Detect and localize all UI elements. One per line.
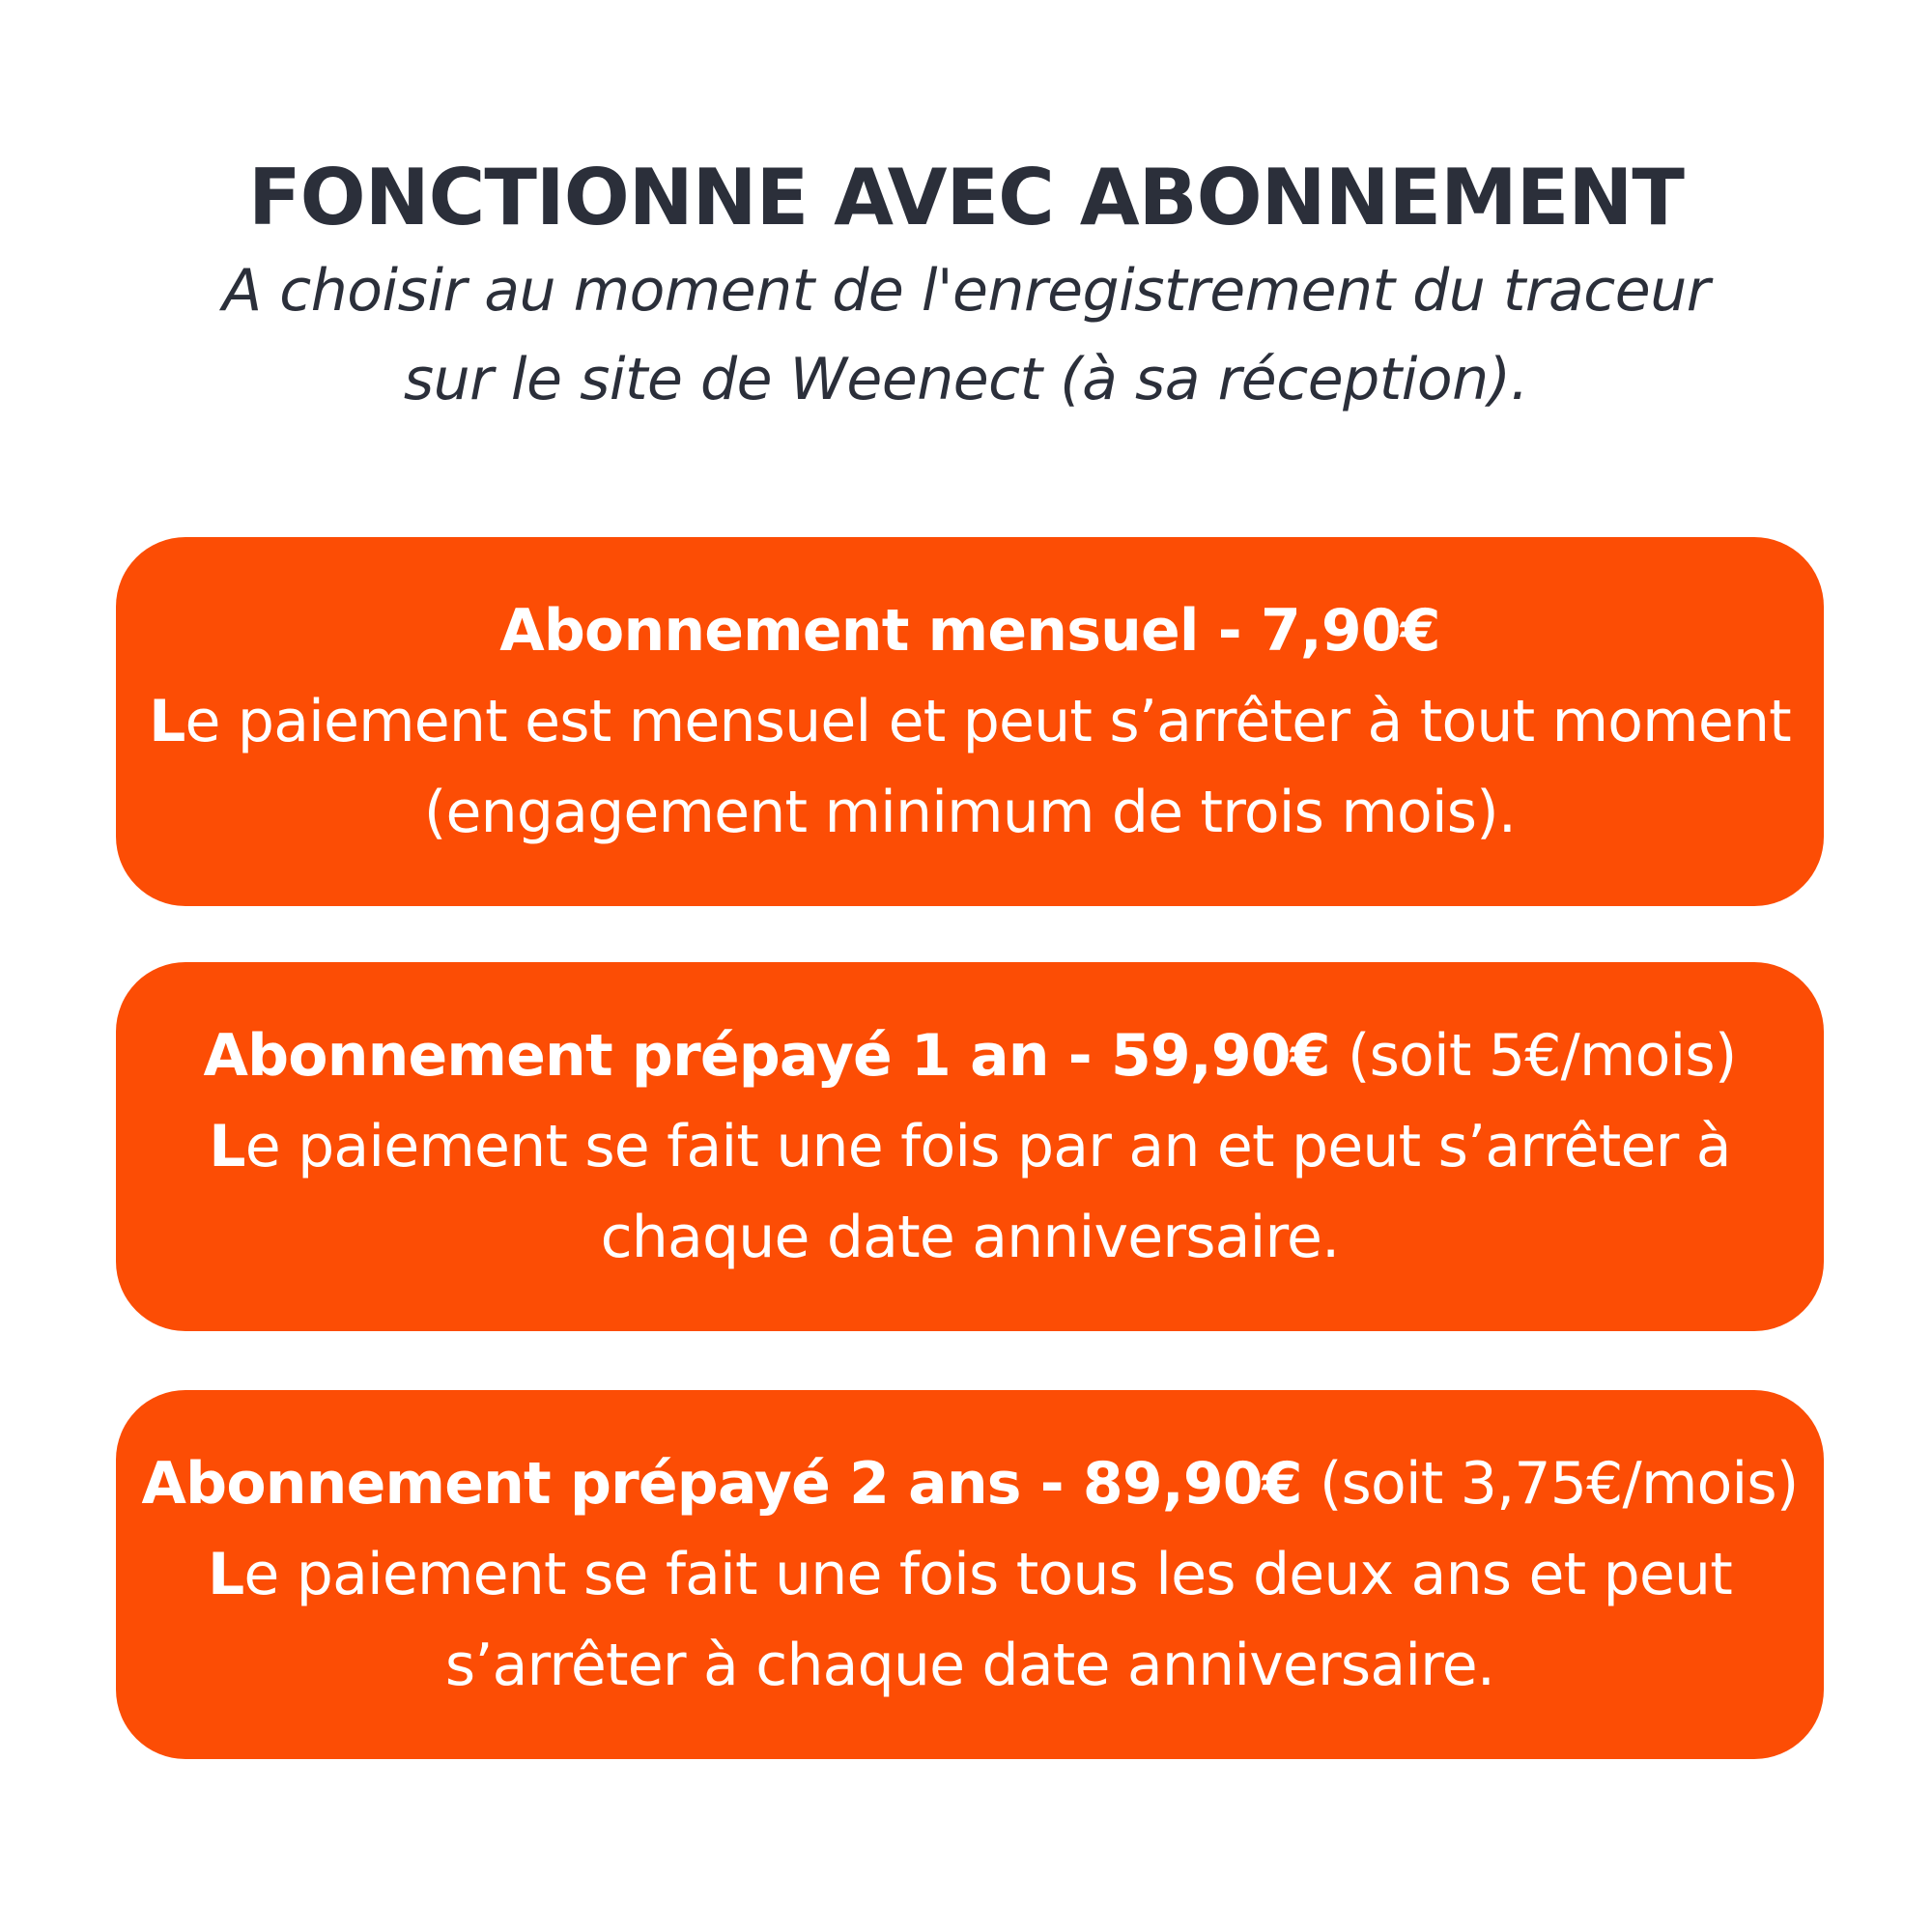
subtitle-line-2: sur le site de Weenect (à sa réception). — [403, 346, 1529, 413]
plan-description-line-2: (engagement minimum de trois mois). — [423, 779, 1517, 846]
plan-title-line — [204, 1010, 1737, 1101]
plan-description-text: e paiement se fait une fois par an et peut s’arrêter à — [244, 1113, 1731, 1180]
subtitle-line-1: A choisir au moment de l'enregistrement du traceur — [222, 257, 1710, 325]
plan-title-suffix: (soit 5€/mois) — [1329, 1022, 1737, 1090]
plan-description-text: e paiement est mensuel et peut s’arrêter à tout moment — [185, 688, 1791, 755]
plan-title: Abonnement prépayé 1 an - 59,90€ — [203, 1022, 1330, 1090]
plan-title: Abonnement mensuel - 7,90€ — [499, 597, 1440, 665]
plan-title-line — [142, 1438, 1799, 1529]
plan-title-suffix: (soit 3,75€/mois) — [1301, 1450, 1799, 1518]
plan-description-line-1 — [209, 1101, 1730, 1192]
header — [0, 150, 1932, 424]
plan-description-initial: L — [207, 1541, 244, 1608]
page-title: FONCTIONNE AVEC ABONNEMENT — [248, 153, 1684, 242]
plan-card-1-year — [116, 962, 1824, 1331]
plan-card-monthly — [116, 537, 1824, 906]
plan-description-line-2: chaque date anniversaire. — [600, 1204, 1340, 1271]
plan-title-line — [499, 585, 1440, 676]
plan-description-text: e paiement se fait une fois tous les deux ans et peut — [243, 1541, 1733, 1608]
plan-description-line-1 — [208, 1529, 1732, 1620]
plan-description-line-1 — [149, 676, 1791, 767]
plan-description-line-2: s’arrêter à chaque date anniversaire. — [444, 1632, 1495, 1699]
plan-description-initial: L — [209, 1113, 245, 1180]
plan-title: Abonnement prépayé 2 ans - 89,90€ — [141, 1450, 1302, 1518]
plan-description-initial: L — [149, 688, 185, 755]
plan-card-2-years — [116, 1390, 1824, 1759]
